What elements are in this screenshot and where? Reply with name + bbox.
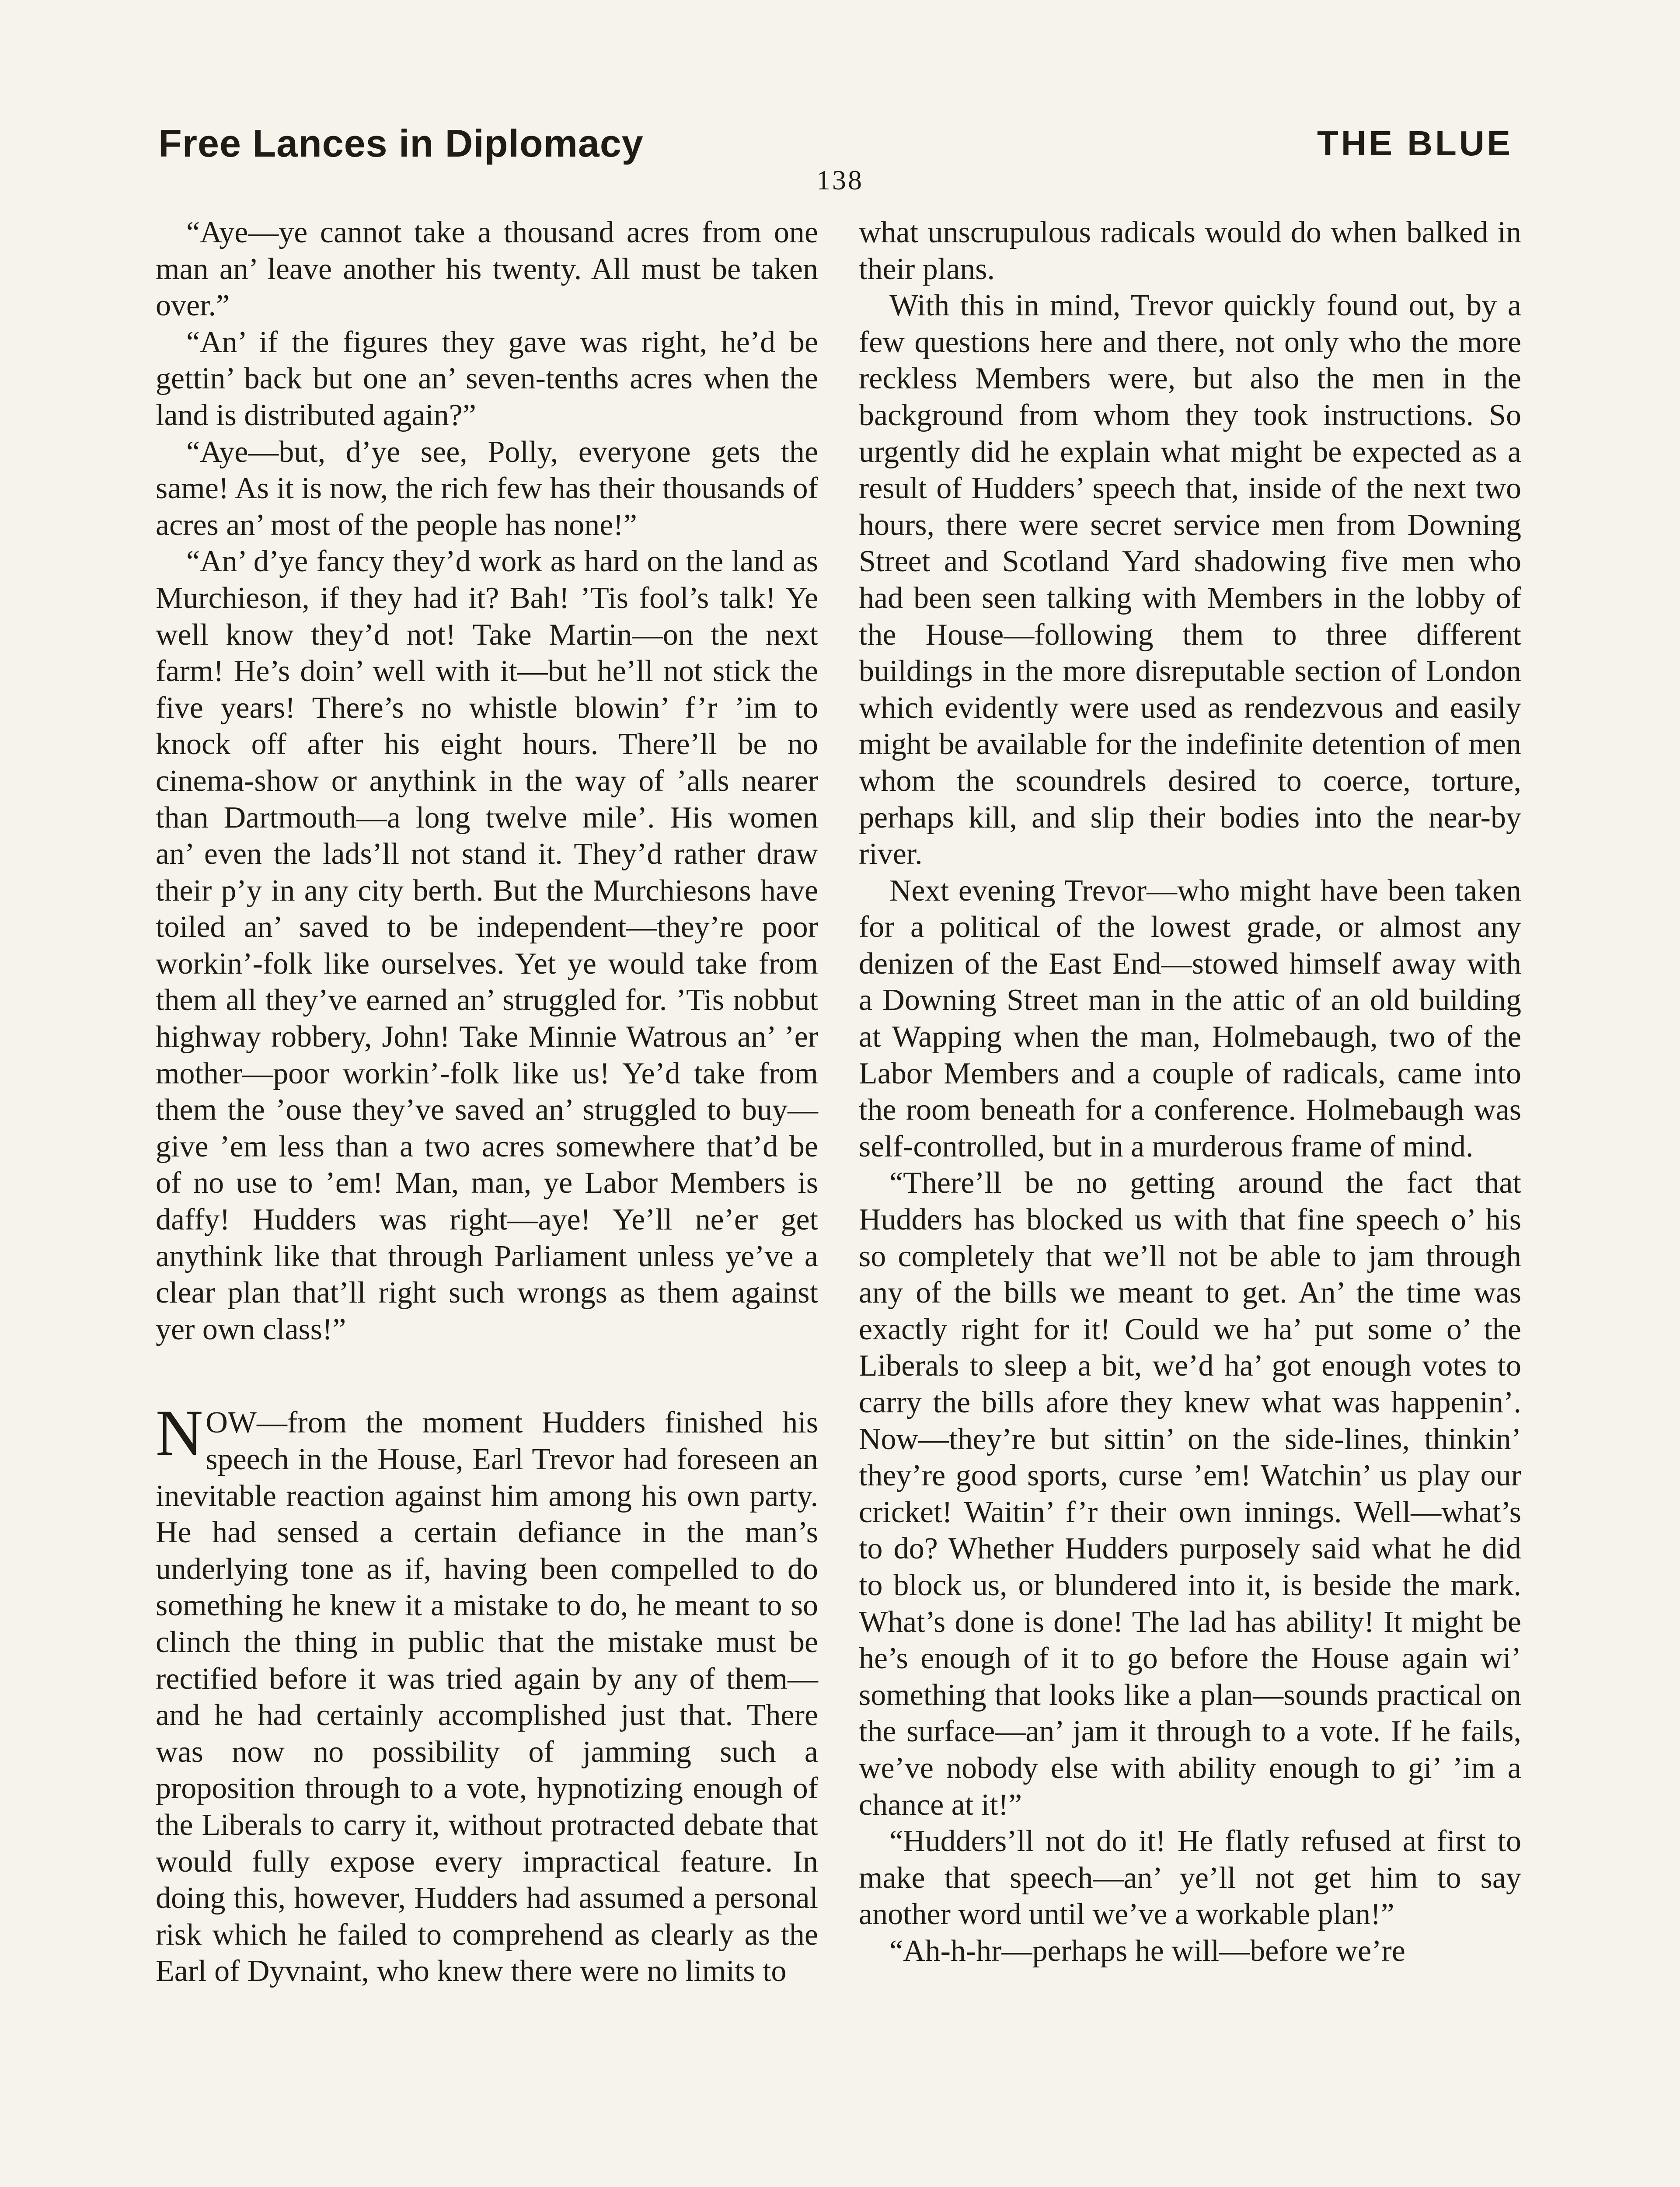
paragraph: “An’ if the figures they gave was right, he’d be gettin’ back but one an’ seven-tenths acres when the land is distributed again?”: [156, 325, 818, 432]
paragraph: “Aye—ye cannot take a thousand acres from one man an’ leave another his twenty. All must be taken over.”: [156, 216, 818, 323]
magazine-name: THE BLUE: [1317, 124, 1513, 163]
page-number: 138: [816, 164, 864, 196]
drop-cap: N: [156, 1397, 203, 1470]
paragraph: “An’ d’ye fancy they’d work as hard on the land as Murchieson, if they had it? Bah! ’Tis fool’s talk! Ye well know they’d not! Take Martin—on the next farm! He’s doin’ well with it—but he’ll not stick the five years! There’s no whistle blowin’ f’r ’im to knock off after his eight hours. There’ll be no cinema-show or anythink in the way of ’alls nearer than Dartmouth—a long twelve mile’. His women an’ even the lads’ll not stand it. They’d rather draw their p’y in any city berth. But the Murchiesons have toiled an’ saved to be independent—they’re poor workin’-folk like ourselves. Yet ye would take from them all they’ve earned an’ struggled for. ’Tis nobbut highway robbery, John! Take Minnie Watrous an’ ’er mother—poor workin’-folk like us! Ye’d take from them the ’ouse they’ve saved an’ struggled to buy—give ’em less than a two acres somewhere that’d be of no use to ’em! Man, man, ye Labor Members is daffy! Hudders was right—aye! Ye’ll ne’er get anythink like that through Parliament unless ye’ve a clear plan that’ll right such wrongs as them against yer own class!”: [156, 545, 818, 1346]
section-paragraph-text: OW—from the moment Hudders finished his speech in the House, Earl Trevor had foreseen an inevitable reaction against him among his own party. He had sensed a certain defiance in the man’s underlying tone as if, having been compelled to do something he knew it a mistake to do, he meant to so clinch the thing in public that the mistake must be rectified before it was tried again by any of them—and he had certainly accomplished just that. There was now no possibility of jamming such a proposition through to a vote, hypnotizing enough of the Liberals to carry it, without protracted debate that would fully expose every impractical feature. In doing this, however, Hudders had assumed a personal risk which he failed to comprehend as clearly as the Earl of Dyvnaint, who knew there were no limits to: [156, 1406, 818, 1988]
right-column: [859, 214, 1521, 1970]
paragraph: “Ah-h-hr—perhaps he will—before we’re: [889, 1934, 1405, 1968]
paragraph: “Hudders’ll not do it! He flatly refused at first to make that speech—an’ ye’ll not get him to say another word until we’ve a workable plan!”: [859, 1824, 1521, 1932]
paragraph: Next evening Trevor—who might have been taken for a political of the lowest grade, or almost any denizen of the East End—stowed himself away with a Downing Street man in the attic of an old building at Wapping when the man, Holmebaugh, two of the Labor Members and a couple of radicals, came into the room beneath for a conference. Holmebaugh was self-controlled, but in a murderous frame of mind.: [859, 873, 1521, 1163]
left-column: [156, 214, 818, 1990]
section-paragraph: [156, 1397, 818, 1990]
running-title: Free Lances in Diplomacy: [158, 122, 644, 165]
paragraph: “There’ll be no getting around the fact that Hudders has blocked us with that fine speech o’ his so completely that we’ll not be able to jam through any of the bills we meant to get. An’ the time was exactly right for it! Could we ha’ put some o’ the Liberals to sleep a bit, we’d ha’ got enough votes to carry the bills afore they knew what was happenin’. Now—they’re but sittin’ on the side-lines, thinkin’ they’re good sports, curse ’em! Watchin’ us play our cricket! Waitin’ f’r their own innings. Well—what’s to do? Whether Hudders purposely said what he did to block us, or blundered into it, is beside the mark. What’s done is done! The lad has ability! It might be he’s enough of it to go before the House again wi’ something that looks like a plan—sounds practical on the surface—an’ jam it through to a vote. If he fails, we’ve nobody else with ability enough to gi’ ’im a chance at it!”: [859, 1166, 1521, 1822]
paragraph: what unscrupulous radicals would do when balked in their plans.: [859, 216, 1521, 286]
paragraph: “Aye—but, d’ye see, Polly, everyone gets the same! As it is now, the rich few has their thousands of acres an’ most of the people has none!”: [156, 435, 818, 542]
paragraph: With this in mind, Trevor quickly found out, by a few questions here and there, not only who the more reckless Members were, but also the men in the background from whom they took instructions. So urgently did he explain what might be expected as a result of Hudders’ speech that, inside of the next two hours, there were secret service men from Downing Street and Scotland Yard shadowing five men who had been seen talking with Members in the lobby of the House—following them to three different buildings in the more disreputable section of London which evidently were used as rendezvous and easily might be available for the indefinite detention of men whom the scoundrels desired to coerce, torture, perhaps kill, and slip their bodies into the near-by river.: [859, 289, 1521, 871]
